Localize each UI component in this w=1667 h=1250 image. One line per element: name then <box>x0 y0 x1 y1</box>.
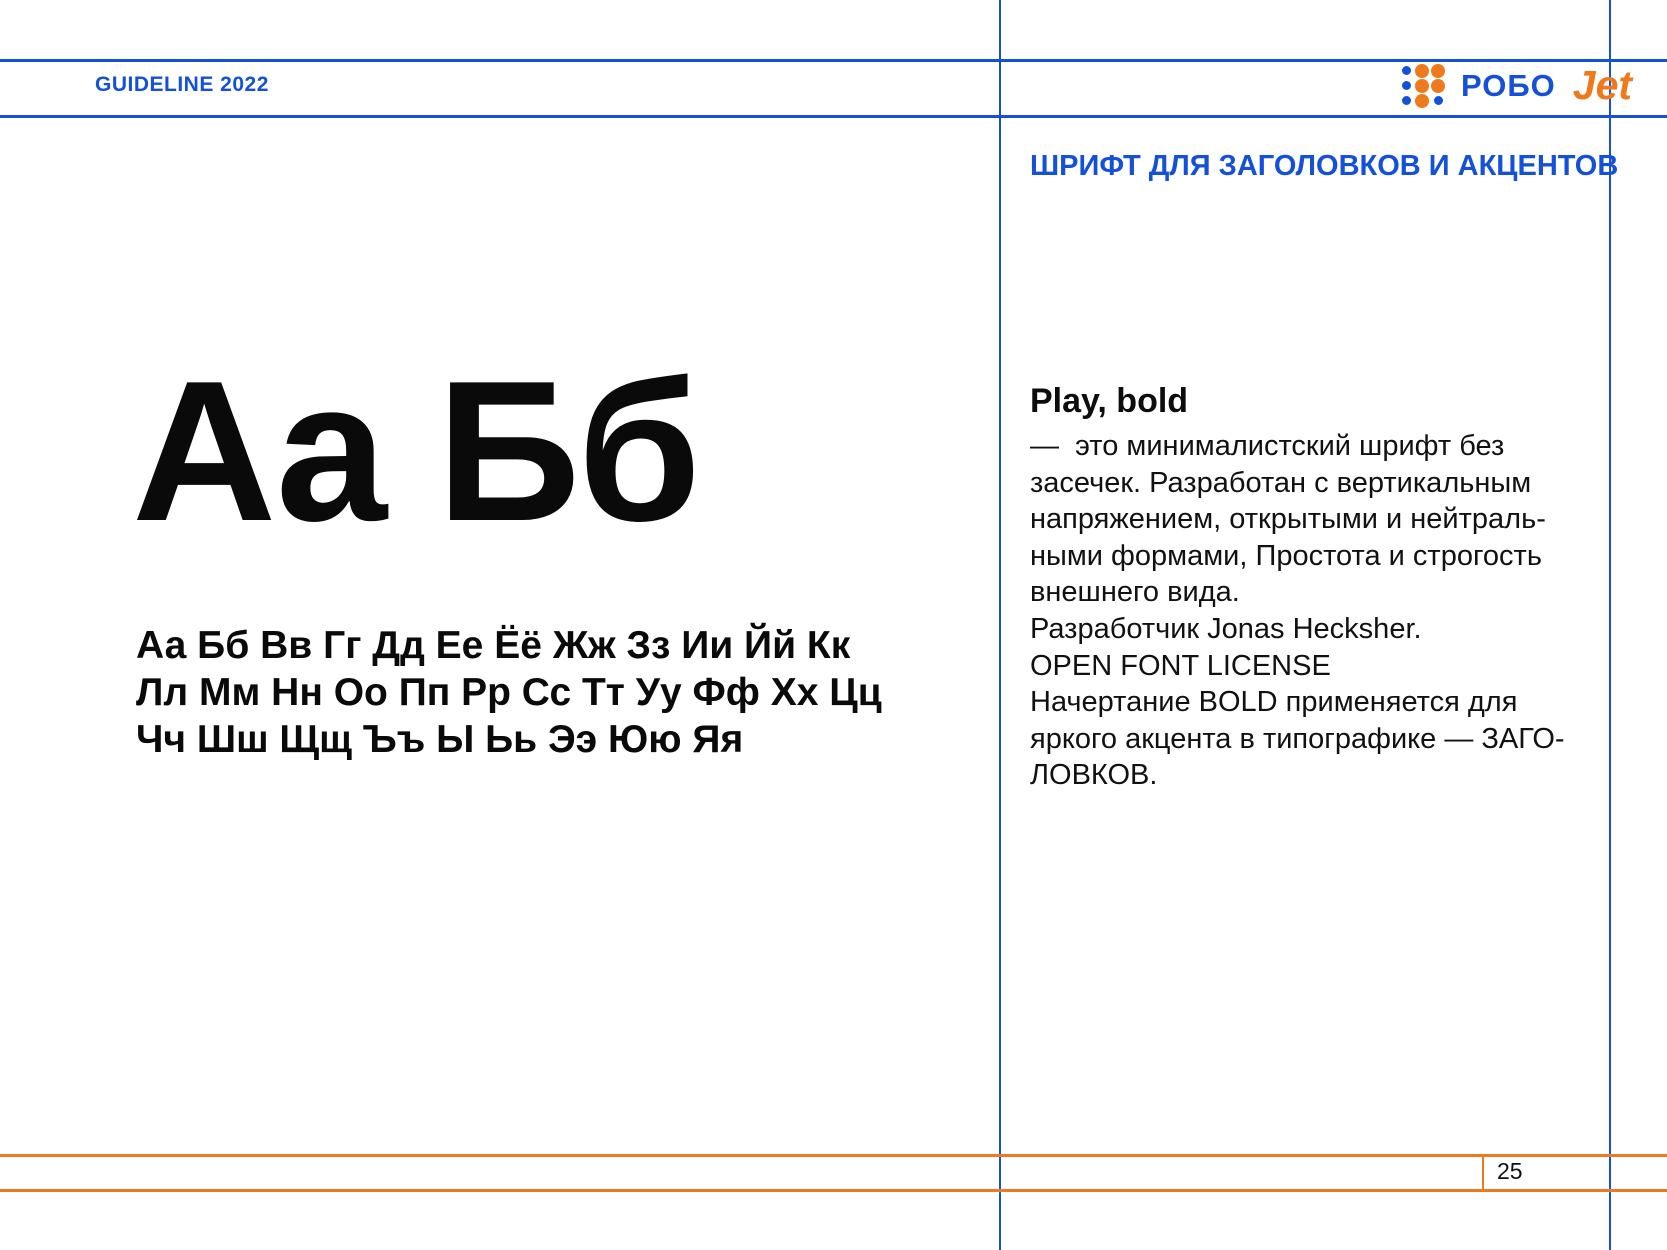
font-description-line: — это минималистский шрифт без <box>1030 430 1505 462</box>
font-name-heading: Play, bold <box>1030 382 1189 420</box>
font-description-line: ЛОВКОВ. <box>1030 759 1158 792</box>
alphabet-line: Лл Мм Нн Оо Пп Рр Сс Тт Уу Фф Хх Цц <box>136 671 882 714</box>
section-heading: ШРИФТ ДЛЯ ЗАГОЛОВКОВ И АКЦЕНТОВ <box>1030 150 1619 182</box>
font-description <box>1030 428 1590 794</box>
alphabet-line: Чч Шш Щщ Ъъ Ы Ьь Ээ Юю Яя <box>136 718 744 761</box>
font-description-line: напряжением, открытыми и нейтраль- <box>1030 503 1546 536</box>
font-description-line: ными формами, Простота и строгость <box>1030 539 1542 572</box>
footer-rule-lower <box>0 1189 1667 1192</box>
vertical-grid-line-center <box>999 0 1001 1250</box>
alphabet-line: Аа Бб Вв Гг Дд Ее Ёё Жж Зз Ии Йй Кк <box>136 624 851 667</box>
page-number: 25 <box>1497 1158 1523 1184</box>
font-description-line: Начертание BOLD применяется для <box>1030 686 1518 719</box>
footer-page-number-tick <box>1482 1154 1484 1192</box>
footer-rule-upper <box>0 1154 1667 1157</box>
specimen-alphabet <box>136 622 882 763</box>
logo <box>1398 62 1632 109</box>
logo-text-primary: РОБО <box>1461 67 1556 103</box>
specimen-display: Аа Бб <box>132 340 698 563</box>
top-rule-lower <box>0 115 1667 118</box>
font-description-line: Разработчик Jonas Hecksher. <box>1030 612 1422 645</box>
font-description-line: засечек. Разработан с вертикальным <box>1030 466 1532 499</box>
header-eyebrow: GUIDELINE 2022 <box>95 73 269 96</box>
font-description-line: внешнего вида. <box>1030 576 1240 609</box>
font-description-line: яркого акцента в типографике — ЗАГО- <box>1030 722 1565 755</box>
logo-text-secondary: Jet <box>1572 62 1633 108</box>
logo-dots-icon <box>1398 63 1446 108</box>
vertical-grid-line-right <box>1609 0 1611 1250</box>
font-description-line: OPEN FONT LICENSE <box>1030 649 1331 682</box>
